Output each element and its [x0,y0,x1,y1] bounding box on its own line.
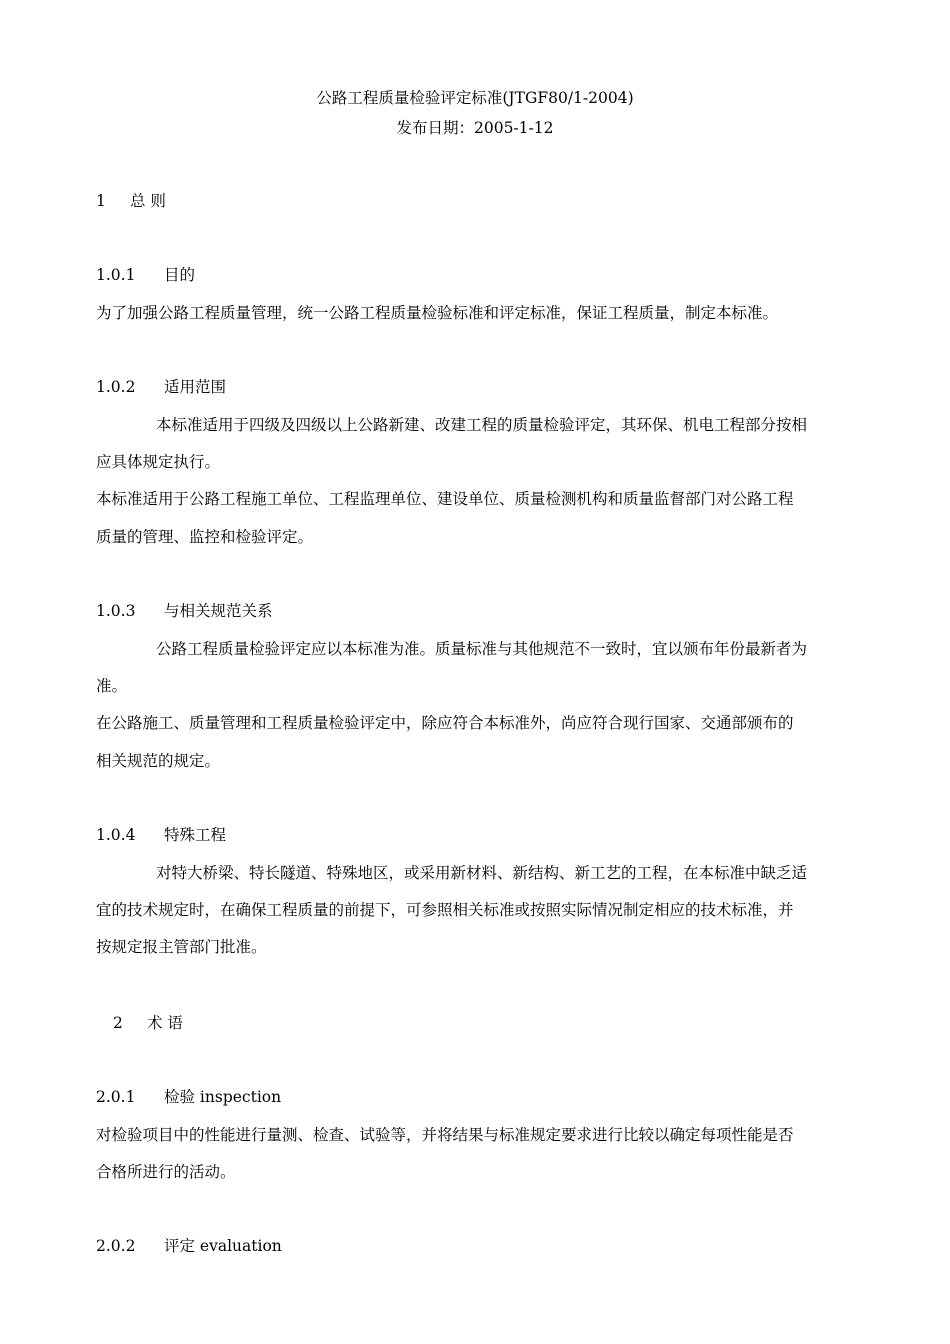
clause-number: 1.0.3 [96,602,136,620]
clause-number: 2.0.2 [96,1237,136,1255]
paragraph-line: 准。 [96,677,128,695]
paragraph-line: 公路工程质量检验评定应以本标准为准。质量标准与其他规范不一致时，宜以颁布年份最新者为 [156,640,808,658]
clause-1-0-3-heading [96,601,273,621]
paragraph-line: 相关规范的规定。 [96,752,221,770]
section-title: 总 则 [130,192,166,210]
paragraph-line: 应具体规定执行。 [96,453,221,471]
clause-number: 1.0.2 [96,378,136,396]
paragraph-line: 本标准适用于公路工程施工单位、工程监理单位、建设单位、质量检测机构和质量监督部门对公路工程 [96,490,794,508]
paragraph-line: 合格所进行的活动。 [96,1163,236,1181]
paragraph-line: 本标准适用于四级及四级以上公路新建、改建工程的质量检验评定，其环保、机电工程部分按相 [156,416,808,434]
paragraph-line: 宜的技术规定时，在确保工程质量的前提下，可参照相关标准或按照实际情况制定相应的技术标准，并 [96,901,794,919]
clause-number: 2.0.1 [96,1088,136,1106]
section-1-heading [96,191,166,211]
clause-title: 特殊工程 [164,826,227,844]
clause-title: 检验 inspection [164,1088,282,1106]
section-number: 2 [113,1014,123,1032]
clause-2-0-2-heading [96,1236,282,1256]
clause-number: 1.0.4 [96,826,136,844]
paragraph-line: 质量的管理、监控和检验评定。 [96,528,314,546]
clause-title: 评定 evaluation [164,1237,282,1255]
clause-1-0-4-heading [96,825,226,845]
clause-1-0-1-heading [96,265,195,285]
section-number: 1 [96,192,106,210]
paragraph: 为了加强公路工程质量管理，统一公路工程质量检验标准和评定标准，保证工程质量，制定本标准。 [96,304,779,322]
clause-number: 1.0.1 [96,266,136,284]
paragraph-line: 在公路施工、质量管理和工程质量检验评定中，除应符合本标准外，尚应符合现行国家、交通部颁布的 [96,714,794,732]
clause-1-0-2-heading [96,377,226,397]
clause-title: 适用范围 [164,378,227,396]
section-2-heading [113,1013,183,1033]
paragraph-line: 按规定报主管部门批准。 [96,938,267,956]
paragraph-line: 对检验项目中的性能进行量测、检查、试验等，并将结果与标准规定要求进行比较以确定每项性能是否 [96,1126,794,1144]
document-title: 公路工程质量检验评定标准(JTGF80/1-2004) [316,89,634,107]
clause-title: 与相关规范关系 [164,602,273,620]
section-title: 术 语 [147,1014,183,1032]
publish-date: 发布日期：2005-1-12 [396,119,554,137]
paragraph-line: 对特大桥梁、特长隧道、特殊地区，或采用新材料、新结构、新工艺的工程，在本标准中缺乏适 [156,864,808,882]
clause-2-0-1-heading [96,1087,281,1107]
clause-title: 目的 [164,266,196,284]
